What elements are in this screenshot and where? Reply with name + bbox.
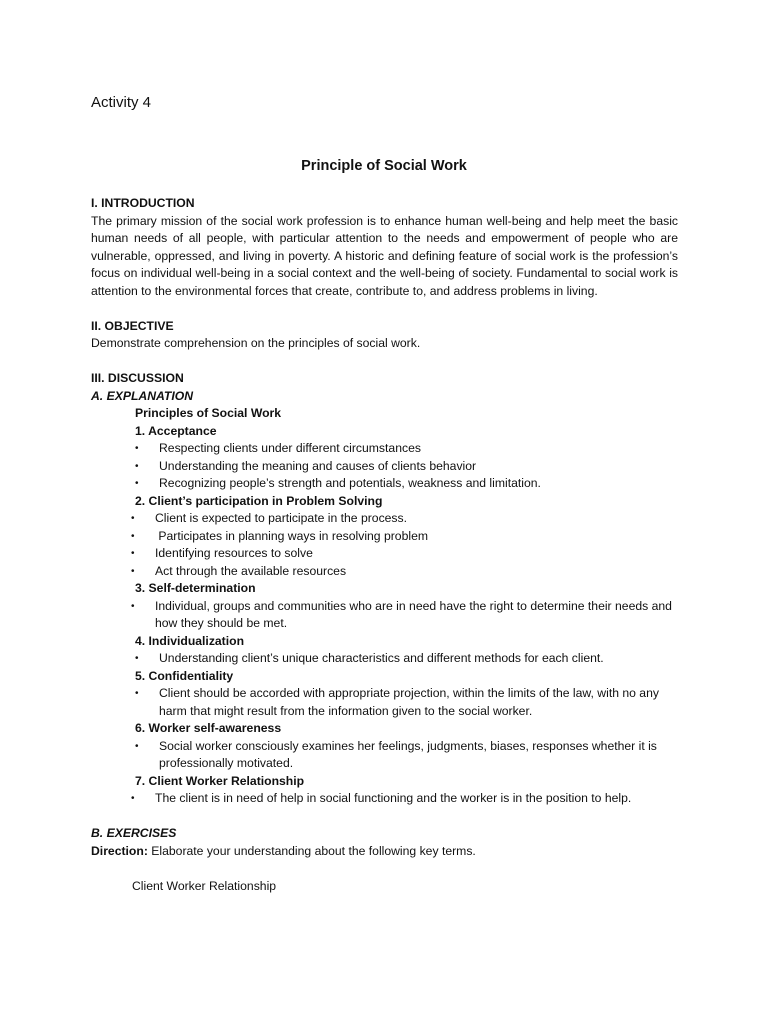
bullet-item: • Client should be accorded with appropriate projection, within the limits of the law, with no any harm that might result from the information given to the social worker.: [135, 686, 659, 718]
discussion-heading: III. DISCUSSION: [91, 371, 184, 385]
principle-heading: 2. Client’s participation in Problem Solving: [135, 493, 383, 508]
principle-heading: 1. Acceptance: [135, 423, 217, 438]
principle-heading: 7. Client Worker Relationship: [135, 773, 305, 788]
bullet-item: • Identifying resources to solve: [91, 545, 678, 563]
direction-label: Direction:: [91, 843, 148, 858]
key-term: Client Worker Relationship: [132, 879, 277, 893]
bullet-icon: •: [135, 740, 139, 752]
bullet-icon: •: [131, 548, 135, 559]
bullet-item: • Act through the available resources: [91, 563, 678, 581]
bullet-item: • Individual, groups and communities who are in need have the right to determine their needs and how they should be met.: [131, 598, 672, 630]
exercises-heading: B. EXERCISES: [91, 826, 177, 840]
bullet-icon: •: [131, 793, 135, 804]
bullet-icon: •: [135, 688, 139, 699]
bullet-list: [91, 510, 678, 580]
bullet-item: • Recognizing people’s strength and potentials, weakness and limitation.: [91, 475, 678, 493]
bullet-item: • Understanding the meaning and causes of clients behavior: [91, 458, 678, 476]
direction-text: Elaborate your understanding about the following key terms.: [147, 843, 476, 858]
intro-heading: I. INTRODUCTION: [91, 196, 195, 210]
objective-paragraph: Demonstrate comprehension on the principles of social work.: [91, 336, 421, 350]
principles-title: Principles of Social Work: [135, 406, 282, 420]
bullet-list: [91, 738, 678, 773]
bullet-icon: •: [135, 478, 139, 489]
bullet-item: • Respecting clients under different circumstances: [91, 440, 678, 458]
bullet-item: • Client is expected to participate in the process.: [91, 510, 678, 528]
direction-line: [91, 843, 678, 861]
bullet-icon: •: [135, 653, 139, 664]
bullet-list: [91, 685, 678, 720]
bullet-list: [91, 650, 678, 668]
bullet-icon: •: [131, 530, 135, 542]
bullet-icon: •: [131, 600, 135, 612]
principle-heading: 4. Individualization: [135, 633, 245, 648]
principle-heading: 6. Worker self-awareness: [135, 721, 282, 735]
principle-heading: 3. Self-determination: [135, 581, 256, 595]
bullet-icon: •: [135, 460, 139, 472]
bullet-icon: •: [135, 443, 139, 454]
bullet-list: [91, 598, 678, 633]
bullet-item: • Participates in planning ways in resolving problem: [91, 528, 678, 546]
bullet-item: • Social worker consciously examines her feelings, judgments, biases, responses whether it is professionally motivated.: [135, 738, 657, 770]
objective-heading: II. OBJECTIVE: [91, 318, 174, 333]
explanation-heading: A. EXPLANATION: [91, 388, 194, 403]
activity-label: Activity 4: [91, 94, 152, 111]
bullet-item: • The client is in need of help in social functioning and the worker is in the position to help.: [91, 790, 678, 808]
intro-paragraph: The primary mission of the social work profession is to enhance human well-being and help meet the basic human needs of all people, with particular attention to the needs and empowerment of people who are vulnerable, oppressed, and living in poverty. A historic and defining feature of social work is the profession’s focus on individual well-being in a social context and the well-being of society. Fundamental to social work is attention to the environmental forces that create, contribute to, and address problems in living.: [91, 213, 678, 298]
principle-heading: 5. Confidentiality: [135, 668, 234, 683]
bullet-item: • Understanding client’s unique characteristics and different methods for each client.: [91, 650, 678, 668]
bullet-list: [91, 790, 678, 808]
bullet-icon: •: [131, 565, 135, 577]
bullet-icon: •: [131, 513, 135, 524]
document-body: [91, 195, 678, 896]
page-title: Principle of Social Work: [301, 158, 467, 174]
bullet-list: [91, 440, 678, 493]
